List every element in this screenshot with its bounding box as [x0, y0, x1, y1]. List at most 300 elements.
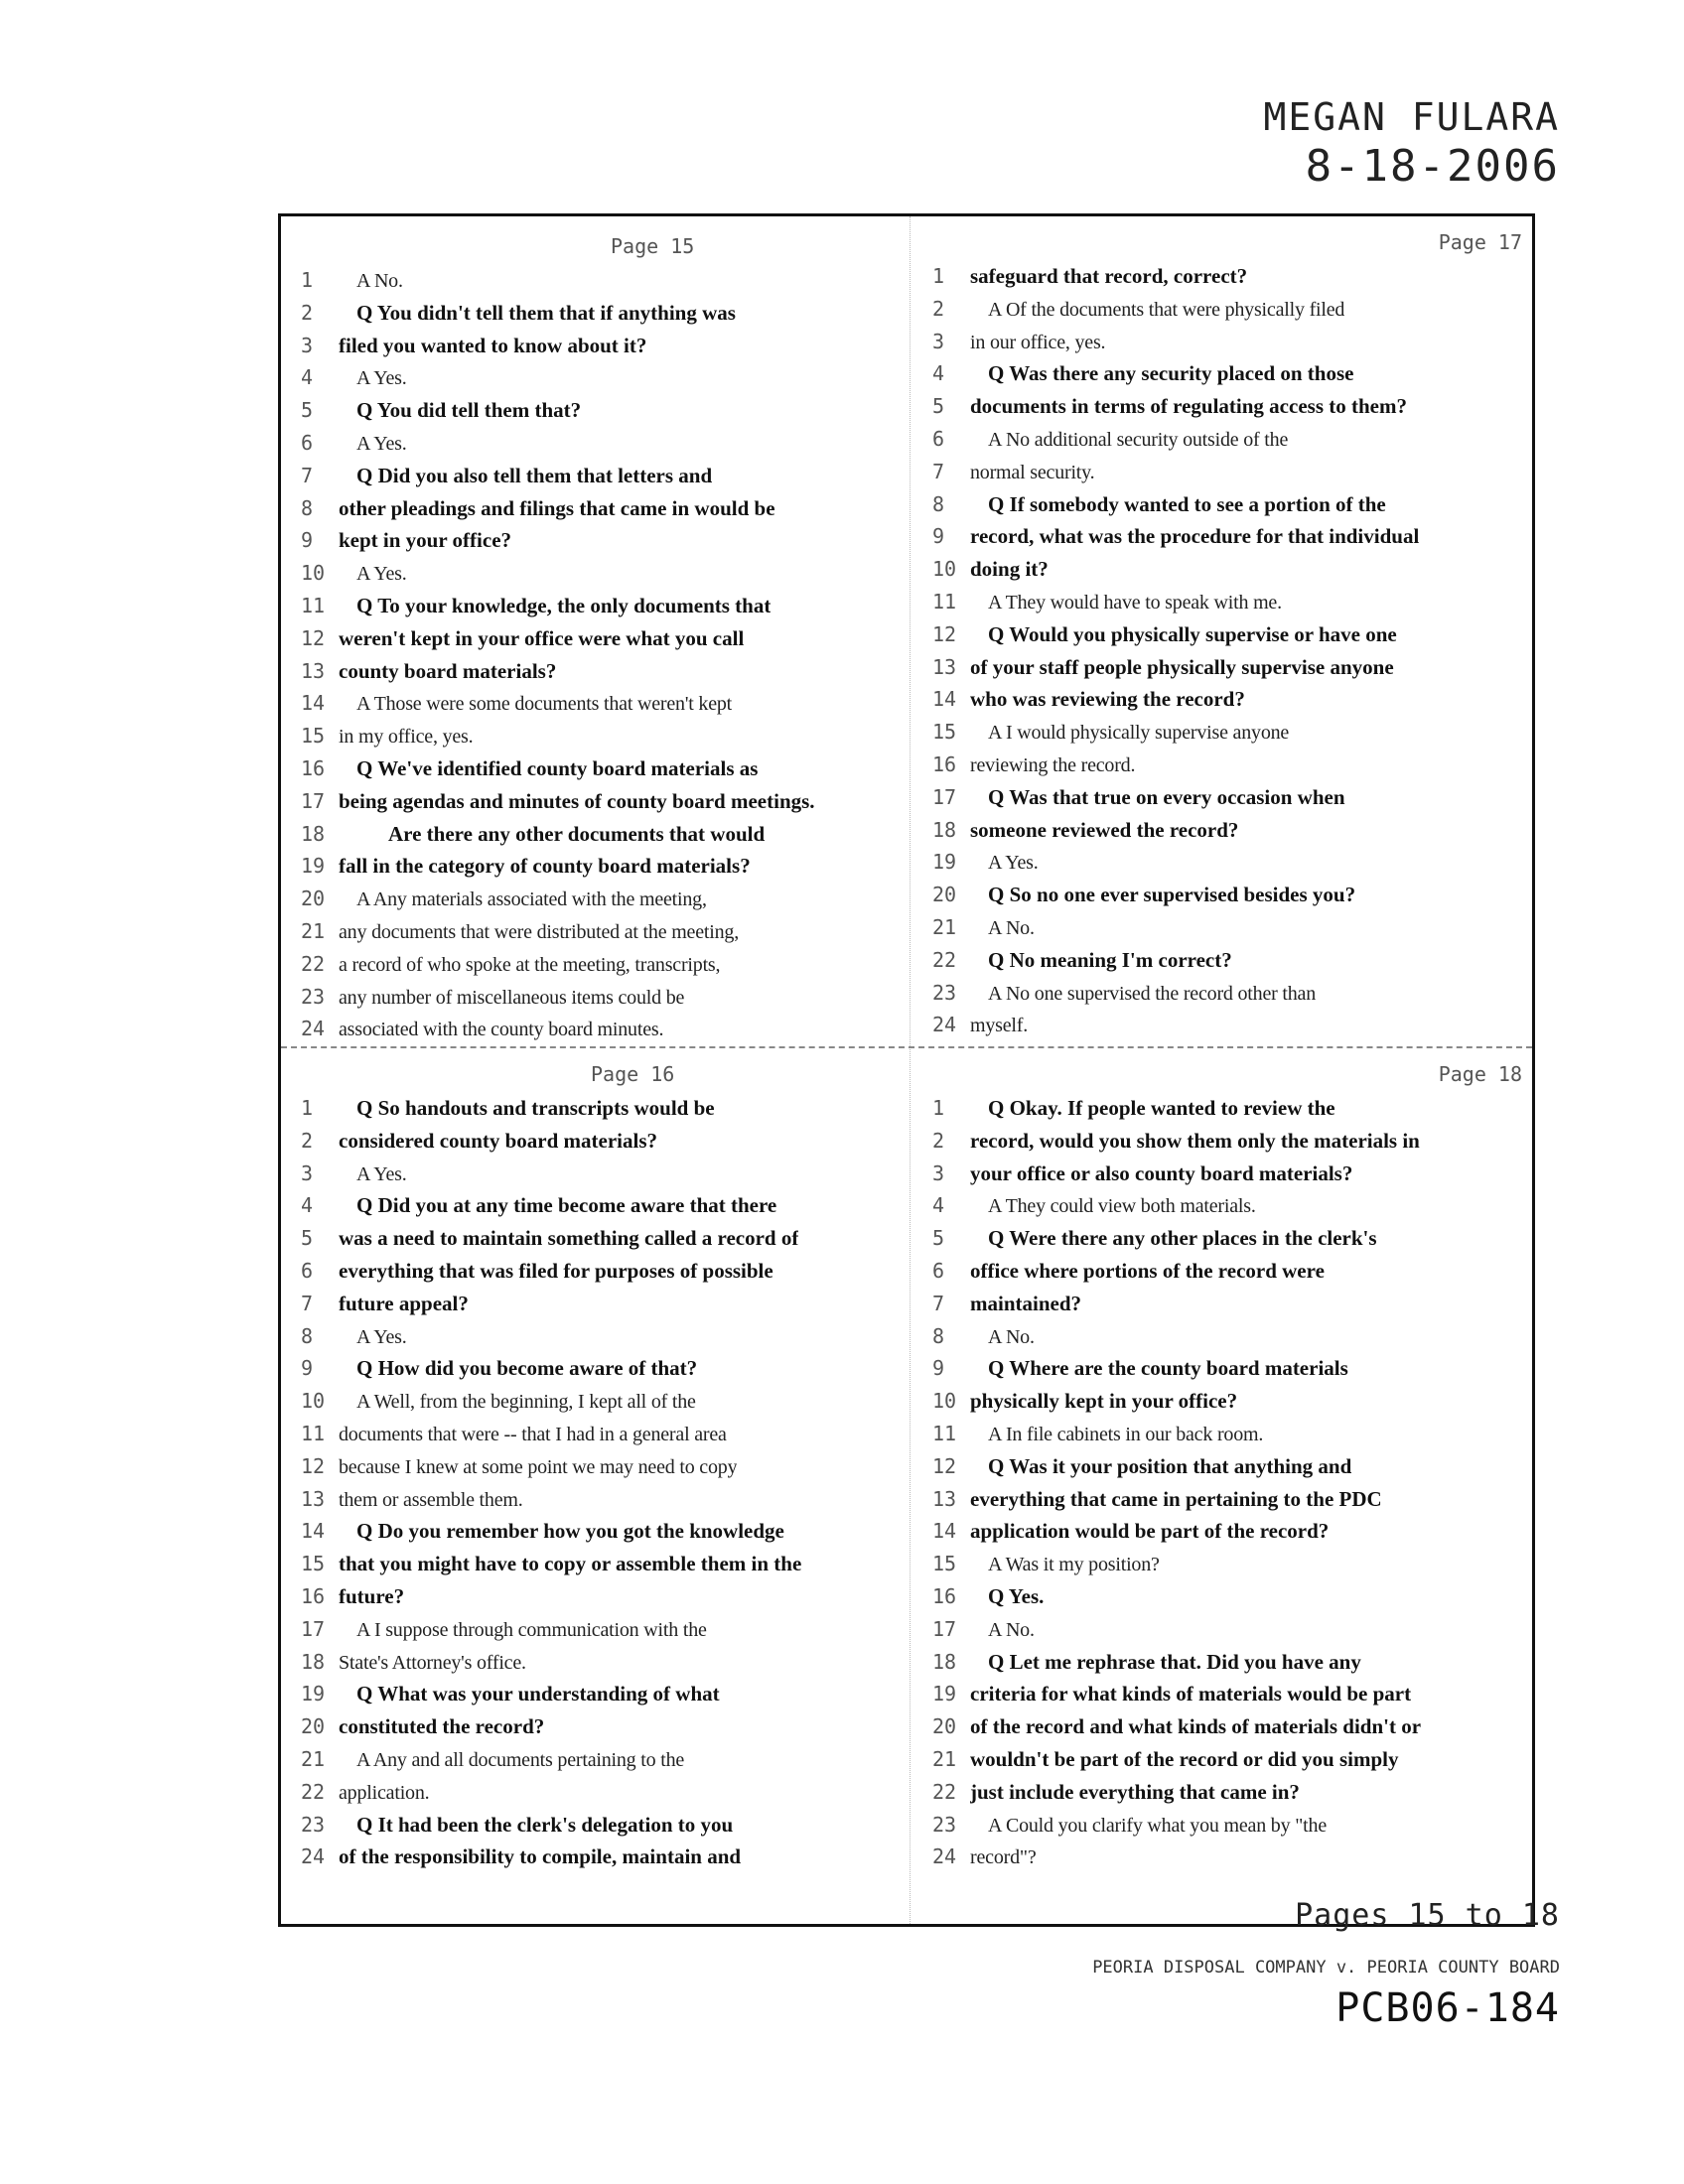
transcript-line — [924, 618, 1532, 651]
line-number: 18 — [301, 821, 326, 846]
answer-text: A No one supervised the record other than — [988, 982, 1317, 1005]
answer-text: A Yes. — [356, 1162, 407, 1185]
answer-text: A Any materials associated with the meeting, — [356, 888, 707, 911]
transcript-line — [924, 293, 1532, 326]
line-number: 1 — [932, 1096, 945, 1120]
answer-text: A I suppose through communication with the — [356, 1618, 707, 1641]
line-number: 15 — [932, 1552, 957, 1576]
line-number: 21 — [301, 918, 326, 943]
line-number: 13 — [932, 654, 957, 679]
line-number: 8 — [932, 491, 945, 516]
transcript-line — [924, 814, 1532, 847]
transcript-page-18 — [924, 1056, 1532, 1873]
line-number: 19 — [301, 854, 326, 879]
line-number: 19 — [932, 1682, 957, 1706]
transcript-line — [924, 1320, 1532, 1353]
answer-text: A Well, from the beginning, I kept all of the — [356, 1391, 696, 1414]
transcript-line — [924, 1092, 1532, 1125]
line-number: 8 — [932, 1323, 945, 1348]
page-label: Page 18 — [1438, 1062, 1522, 1086]
line-number: 17 — [932, 784, 957, 809]
transcript-line — [924, 553, 1532, 586]
line-number: 24 — [932, 1013, 957, 1037]
line-number: 16 — [301, 755, 326, 780]
answer-text: A No additional security outside of the — [988, 428, 1289, 451]
question-text: who was reviewing the record? — [970, 687, 1245, 712]
answer-text: A Yes. — [356, 1325, 407, 1348]
question-text: record, what was the procedure for that individual — [970, 524, 1420, 549]
line-number: 8 — [301, 1323, 314, 1348]
line-number: 13 — [301, 1486, 326, 1511]
line-number: 5 — [301, 1226, 314, 1251]
answer-text: A Yes. — [356, 367, 407, 390]
transcript-line — [924, 911, 1532, 944]
transcript-line — [924, 1158, 1532, 1190]
transcript-line — [293, 1092, 901, 1125]
line-number: 22 — [932, 947, 957, 972]
question-text: of the responsibility to compile, maintain and — [339, 1844, 742, 1869]
question-text: physically kept in your office? — [970, 1389, 1238, 1414]
question-text: constituted the record? — [339, 1714, 545, 1739]
question-text: being agendas and minutes of county board meetings. — [339, 788, 815, 813]
line-number: 4 — [932, 1193, 945, 1218]
transcript-line — [293, 1613, 901, 1646]
line-number: 9 — [932, 1356, 945, 1381]
transcript-line — [924, 1548, 1532, 1580]
line-number: 20 — [932, 883, 957, 907]
transcript-line — [924, 1678, 1532, 1710]
question-text: criteria for what kinds of materials would be part — [970, 1682, 1412, 1706]
transcript-line — [924, 651, 1532, 684]
line-number: 18 — [932, 817, 957, 842]
question-text: Q We've identified county board materials as — [356, 755, 759, 780]
line-number: 24 — [301, 1844, 326, 1869]
transcript-line — [293, 752, 901, 785]
transcript-line — [924, 520, 1532, 553]
transcript-line — [924, 749, 1532, 781]
transcript-page-16 — [293, 1056, 901, 1873]
answer-text: myself. — [970, 1015, 1029, 1037]
question-text: Q Was that true on every occasion when — [988, 784, 1345, 809]
line-number: 22 — [932, 1779, 957, 1804]
question-text: kept in your office? — [339, 528, 512, 553]
question-text: that you might have to copy or assemble them in the — [339, 1552, 802, 1576]
answer-text: A They would have to speak with me. — [988, 591, 1282, 614]
transcript-line — [924, 1743, 1532, 1776]
transcript-line — [293, 1352, 901, 1385]
question-text: Q Yes. — [988, 1583, 1045, 1608]
transcript-line — [924, 390, 1532, 423]
line-number: 11 — [932, 1421, 957, 1445]
answer-text: A No. — [988, 1618, 1035, 1641]
line-number: 10 — [301, 561, 326, 586]
transcript-line — [924, 1385, 1532, 1418]
transcript-line — [924, 1418, 1532, 1450]
line-number: 20 — [301, 1714, 326, 1739]
line-number: 22 — [301, 951, 326, 976]
line-number: 9 — [932, 524, 945, 549]
answer-text: associated with the county board minutes. — [339, 1019, 664, 1041]
transcript-line — [924, 1255, 1532, 1288]
deposition-date: 8-18-2006 — [1305, 141, 1560, 192]
line-number: 17 — [301, 1616, 326, 1641]
line-number: 7 — [932, 459, 945, 483]
transcript-line — [293, 1189, 901, 1222]
line-number: 7 — [301, 1291, 314, 1315]
line-number: 9 — [301, 528, 314, 553]
answer-text: A In file cabinets in our back room. — [988, 1423, 1264, 1445]
transcript-line — [293, 655, 901, 688]
line-number: 9 — [301, 1356, 314, 1381]
transcript-line — [924, 1841, 1532, 1873]
transcript-line — [924, 716, 1532, 749]
line-number: 6 — [301, 1258, 314, 1283]
transcript-page-17 — [924, 224, 1532, 1041]
question-text: considered county board materials? — [339, 1128, 658, 1153]
answer-text: A No. — [988, 916, 1035, 939]
transcript-line — [924, 1776, 1532, 1809]
transcript-line — [924, 1515, 1532, 1548]
question-text: Q You didn't tell them that if anything was — [356, 300, 736, 325]
case-caption: PEORIA DISPOSAL COMPANY v. PEORIA COUNTY BOARD — [1092, 1958, 1560, 1978]
answer-text: any documents that were distributed at the meeting, — [339, 920, 740, 943]
line-number: 11 — [932, 589, 957, 614]
question-text: Q Were there any other places in the clerk's — [988, 1226, 1377, 1251]
transcript-line — [924, 944, 1532, 977]
question-text: wouldn't be part of the record or did you simply — [970, 1746, 1399, 1771]
answer-text: them or assemble them. — [339, 1488, 523, 1511]
transcript-line — [293, 785, 901, 818]
line-number: 18 — [301, 1649, 326, 1674]
transcript-line — [293, 1418, 901, 1450]
question-text: of the record and what kinds of materials didn't or — [970, 1714, 1422, 1739]
transcript-line — [293, 1385, 901, 1418]
question-text: your office or also county board materials? — [970, 1160, 1353, 1185]
line-number: 24 — [301, 1017, 326, 1041]
transcript-line — [924, 260, 1532, 293]
line-number: 14 — [301, 1519, 326, 1544]
page-label: Page 17 — [1438, 230, 1522, 254]
question-text: Q Did you at any time become aware that there — [356, 1193, 777, 1218]
line-number: 19 — [301, 1682, 326, 1706]
question-text: Q So handouts and transcripts would be — [356, 1096, 715, 1120]
line-number: 16 — [932, 751, 957, 776]
line-number: 21 — [932, 914, 957, 939]
transcript-line — [293, 1222, 901, 1255]
transcript-line — [293, 1841, 901, 1873]
question-text: record, would you show them only the materials in — [970, 1128, 1420, 1153]
transcript-line — [924, 1483, 1532, 1516]
transcript-line — [924, 1809, 1532, 1842]
line-number: 5 — [301, 398, 314, 423]
transcript-line — [293, 427, 901, 460]
answer-text: A Could you clarify what you mean by "the — [988, 1814, 1328, 1837]
line-number: 11 — [301, 593, 326, 617]
line-number: 1 — [932, 264, 945, 288]
line-number: 15 — [301, 724, 326, 749]
question-text: safeguard that record, correct? — [970, 264, 1248, 288]
question-text: Q How did you become aware of that? — [356, 1356, 698, 1381]
question-text: everything that was filed for purposes of possible — [339, 1258, 773, 1283]
line-number: 3 — [932, 1160, 945, 1185]
transcript-line — [293, 524, 901, 557]
answer-text: A Any and all documents pertaining to the — [356, 1748, 685, 1771]
line-number: 23 — [932, 1812, 957, 1837]
line-number: 23 — [932, 980, 957, 1005]
question-text: Q You did tell them that? — [356, 398, 582, 423]
transcript-line — [293, 720, 901, 752]
answer-text: A Yes. — [356, 563, 407, 586]
question-text: Q No meaning I'm correct? — [988, 947, 1232, 972]
transcript-line — [293, 1515, 901, 1548]
transcript-line — [293, 264, 901, 297]
line-number: 5 — [932, 1226, 945, 1251]
transcript-line — [293, 1678, 901, 1710]
line-number: 12 — [932, 621, 957, 646]
line-number: 10 — [932, 1389, 957, 1414]
question-text: Q Do you remember how you got the knowledge — [356, 1519, 784, 1544]
question-text: was a need to maintain something called a record of — [339, 1226, 799, 1251]
transcript-line — [293, 1743, 901, 1776]
transcript-line — [293, 1255, 901, 1288]
transcript-line — [924, 781, 1532, 814]
transcript-line — [924, 846, 1532, 879]
question-text: fall in the category of county board materials? — [339, 854, 751, 879]
transcript-line — [924, 326, 1532, 358]
line-number: 11 — [301, 1421, 326, 1445]
transcript-line — [924, 1450, 1532, 1483]
line-number: 2 — [932, 1128, 945, 1153]
line-number: 6 — [932, 1258, 945, 1283]
answer-text: A Of the documents that were physically filed — [988, 298, 1345, 321]
line-number: 7 — [932, 1291, 945, 1315]
answer-text: application. — [339, 1781, 430, 1804]
transcript-line — [293, 460, 901, 492]
line-number: 20 — [932, 1714, 957, 1739]
answer-text: A I would physically supervise anyone — [988, 722, 1290, 745]
question-text: application would be part of the record? — [970, 1519, 1330, 1544]
question-text: doing it? — [970, 557, 1049, 582]
question-text: Q It had been the clerk's delegation to you — [356, 1812, 734, 1837]
line-number: 21 — [932, 1746, 957, 1771]
line-number: 3 — [301, 333, 314, 357]
line-number: 23 — [301, 984, 326, 1009]
question-text: Q What was your understanding of what — [356, 1682, 720, 1706]
transcript-line — [924, 1646, 1532, 1679]
transcript-line — [293, 687, 901, 720]
answer-text: record"? — [970, 1846, 1037, 1869]
answer-text: A Yes. — [356, 432, 407, 455]
transcript-line — [924, 1352, 1532, 1385]
row-divider — [281, 1046, 1532, 1048]
transcript-line — [293, 883, 901, 915]
question-text: office where portions of the record were — [970, 1258, 1325, 1283]
question-text: Q Okay. If people wanted to review the — [988, 1096, 1335, 1120]
transcript-line — [924, 357, 1532, 390]
answer-text: a record of who spoke at the meeting, transcripts, — [339, 953, 721, 976]
question-text: maintained? — [970, 1291, 1082, 1315]
transcript-line — [924, 879, 1532, 911]
transcript-line — [293, 1809, 901, 1842]
question-text: someone reviewed the record? — [970, 817, 1239, 842]
line-number: 12 — [932, 1453, 957, 1478]
question-text: future? — [339, 1583, 405, 1608]
answer-text: because I knew at some point we may need to copy — [339, 1455, 738, 1478]
transcript-line — [293, 1776, 901, 1809]
line-number: 20 — [301, 887, 326, 911]
question-text: Q Would you physically supervise or have one — [988, 621, 1397, 646]
transcript-line — [924, 488, 1532, 521]
line-number: 12 — [301, 625, 326, 650]
question-text: Q Was there any security placed on those — [988, 361, 1354, 386]
line-number: 4 — [301, 365, 314, 390]
line-number: 13 — [301, 658, 326, 683]
line-number: 4 — [301, 1193, 314, 1218]
transcript-line — [293, 492, 901, 525]
line-number: 15 — [301, 1552, 326, 1576]
answer-text: documents that were -- that I had in a general area — [339, 1423, 727, 1445]
line-number: 6 — [932, 426, 945, 451]
column-divider — [910, 216, 911, 1924]
transcript-page-15 — [293, 228, 901, 1045]
transcript-frame — [278, 213, 1535, 1927]
transcript-line — [924, 1009, 1532, 1041]
line-number: 24 — [932, 1844, 957, 1869]
question-text: Q Where are the county board materials — [988, 1356, 1348, 1381]
line-number: 2 — [301, 1128, 314, 1153]
transcript-line — [924, 1189, 1532, 1222]
answer-text: A No. — [988, 1325, 1035, 1348]
line-number: 4 — [932, 361, 945, 386]
answer-text: A Yes. — [988, 852, 1039, 875]
transcript-line — [293, 981, 901, 1014]
transcript-line — [293, 1646, 901, 1679]
transcript-line — [924, 456, 1532, 488]
transcript-line — [293, 1580, 901, 1613]
transcript-line — [293, 1710, 901, 1743]
page-label: Page 16 — [591, 1062, 675, 1086]
answer-text: in our office, yes. — [970, 331, 1106, 353]
line-number: 17 — [301, 788, 326, 813]
line-number: 23 — [301, 1812, 326, 1837]
transcript-line — [293, 1158, 901, 1190]
line-number: 14 — [932, 1519, 957, 1544]
line-number: 5 — [932, 394, 945, 419]
line-number: 13 — [932, 1486, 957, 1511]
transcript-line — [293, 850, 901, 883]
transcript-line — [293, 1548, 901, 1580]
line-number: 16 — [301, 1583, 326, 1608]
question-text: Q So no one ever supervised besides you? — [988, 883, 1356, 907]
line-number: 10 — [932, 557, 957, 582]
transcript-line — [293, 590, 901, 622]
pages-range: Pages 15 to 18 — [1295, 1898, 1560, 1933]
transcript-line — [924, 1580, 1532, 1613]
line-number: 10 — [301, 1389, 326, 1414]
answer-text: A No. — [356, 270, 403, 292]
transcript-line — [293, 557, 901, 590]
line-number: 14 — [301, 691, 326, 716]
question-text: Q To your knowledge, the only documents that — [356, 593, 772, 617]
question-text: Q Did you also tell them that letters and — [356, 463, 713, 487]
transcript-line — [293, 330, 901, 362]
answer-text: A Those were some documents that weren't kept — [356, 693, 733, 716]
line-number: 8 — [301, 495, 314, 520]
line-number: 3 — [932, 329, 945, 353]
witness-name: MEGAN FULARA — [1263, 95, 1560, 139]
transcript-line — [924, 977, 1532, 1010]
line-number: 17 — [932, 1616, 957, 1641]
transcript-line — [293, 1450, 901, 1483]
transcript-line — [293, 622, 901, 655]
transcript-line — [293, 1320, 901, 1353]
transcript-line — [924, 1288, 1532, 1320]
transcript-line — [924, 1613, 1532, 1646]
transcript-line — [293, 1483, 901, 1516]
question-text: just include everything that came in? — [970, 1779, 1300, 1804]
transcript-line — [924, 423, 1532, 456]
transcript-line — [924, 1222, 1532, 1255]
question-text: filed you wanted to know about it? — [339, 333, 647, 357]
question-text: other pleadings and filings that came in would be — [339, 495, 775, 520]
line-number: 1 — [301, 268, 314, 292]
line-number: 18 — [932, 1649, 957, 1674]
line-number: 22 — [301, 1779, 326, 1804]
line-number: 21 — [301, 1746, 326, 1771]
transcript-line — [924, 1710, 1532, 1743]
line-number: 16 — [932, 1583, 957, 1608]
question-text: Q Let me rephrase that. Did you have any — [988, 1649, 1361, 1674]
transcript-line — [924, 1125, 1532, 1158]
transcript-line — [924, 586, 1532, 618]
line-number: 12 — [301, 1453, 326, 1478]
question-text: future appeal? — [339, 1291, 469, 1315]
question-text: county board materials? — [339, 658, 557, 683]
transcript-line — [293, 297, 901, 330]
line-number: 1 — [301, 1096, 314, 1120]
line-number: 19 — [932, 850, 957, 875]
question-text: everything that came in pertaining to the PDC — [970, 1486, 1382, 1511]
transcript-line — [293, 1013, 901, 1045]
line-number: 3 — [301, 1160, 314, 1185]
transcript-line — [293, 1125, 901, 1158]
question-text: weren't kept in your office were what you call — [339, 625, 745, 650]
question-text: of your staff people physically supervise anyone — [970, 654, 1394, 679]
transcript-line — [293, 1288, 901, 1320]
answer-text: any number of miscellaneous items could be — [339, 986, 685, 1009]
line-number: 2 — [932, 296, 945, 321]
transcript-line — [293, 915, 901, 948]
transcript-line — [293, 948, 901, 981]
question-text: documents in terms of regulating access to them? — [970, 394, 1407, 419]
line-number: 6 — [301, 430, 314, 455]
question-text: Are there any other documents that would — [388, 821, 766, 846]
line-number: 14 — [932, 687, 957, 712]
answer-text: A Was it my position? — [988, 1554, 1160, 1576]
line-number: 7 — [301, 463, 314, 487]
transcript-line — [293, 361, 901, 394]
answer-text: reviewing the record. — [970, 753, 1136, 776]
question-text: Q Was it your position that anything and — [988, 1453, 1352, 1478]
answer-text: normal security. — [970, 461, 1095, 483]
answer-text: A They could view both materials. — [988, 1195, 1256, 1218]
question-text: Q If somebody wanted to see a portion of the — [988, 491, 1386, 516]
docket-number: PCB06-184 — [1335, 1985, 1560, 2031]
answer-text: in my office, yes. — [339, 726, 474, 749]
transcript-line — [293, 394, 901, 427]
line-number: 2 — [301, 300, 314, 325]
page-label: Page 15 — [611, 234, 695, 258]
